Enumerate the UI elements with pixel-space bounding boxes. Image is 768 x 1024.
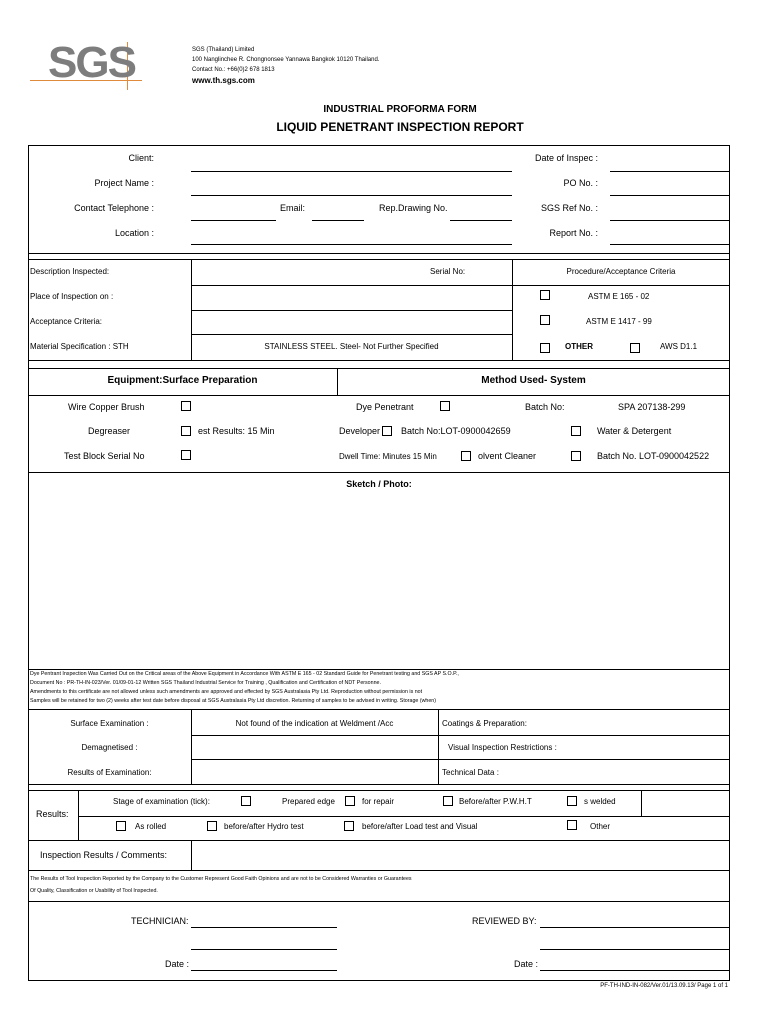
sgs-ref-label: SGS Ref No. : xyxy=(540,203,598,213)
divider xyxy=(28,259,730,260)
degreaser-label: Degreaser xyxy=(88,426,131,436)
astm-165-label: ASTM E 165 - 02 xyxy=(588,292,650,301)
coatings-label: Coatings & Preparation: xyxy=(442,719,527,728)
company-name: SGS (Thailand) Limited xyxy=(192,47,255,53)
results-label: Results: xyxy=(36,809,69,819)
solvent-batch-checkbox[interactable] xyxy=(571,451,581,461)
company-contact: Contact No.: +66(0)2 678 1813 xyxy=(192,67,275,73)
contact-telephone-label: Contact Telephone : xyxy=(74,203,154,213)
comments-label: Inspection Results / Comments: xyxy=(40,850,168,860)
email-label: Email: xyxy=(280,203,306,213)
test-results-label: est Results: 15 Min xyxy=(198,426,275,436)
client-field[interactable] xyxy=(191,171,512,172)
rep-drawing-label: Rep.Drawing No. xyxy=(379,203,448,213)
technician-signature-field[interactable] xyxy=(191,927,337,928)
water-detergent-label: Water & Detergent xyxy=(597,426,672,436)
comments-field[interactable] xyxy=(192,841,729,869)
date-of-inspection-label: Date of Inspec : xyxy=(534,153,598,163)
material-specification-label: Material Specification : STH xyxy=(30,342,129,351)
company-website: www.th.sgs.com xyxy=(192,76,255,85)
surface-examination-label: Surface Examination : xyxy=(70,719,149,728)
po-no-field[interactable] xyxy=(610,195,730,196)
project-name-label: Project Name : xyxy=(94,178,154,188)
page-reference: PF-TH-IND-IN-082/Ver.01/13.09.13/ Page 1 of 1 xyxy=(600,983,728,989)
serial-no-label: Serial No: xyxy=(430,267,466,276)
report-title: LIQUID PENETRANT INSPECTION REPORT xyxy=(276,120,524,134)
material-value: STAINLESS STEEL. Steel- Not Further Specified xyxy=(264,342,439,351)
stage-checkbox[interactable] xyxy=(241,796,251,806)
demagnetised-label: Demagnetised : xyxy=(81,743,138,752)
dwell-time-label: Dwell Time: Minutes 15 Min xyxy=(339,452,437,461)
other-label: OTHER xyxy=(565,342,593,351)
other-result-checkbox[interactable] xyxy=(567,820,577,830)
solvent-cleaner-checkbox[interactable] xyxy=(461,451,471,461)
disclaimer-line-2: Of Quality, Classification or Usability of Tool Inspected. xyxy=(30,888,158,894)
astm-1417-checkbox[interactable] xyxy=(540,315,550,325)
astm-165-checkbox[interactable] xyxy=(540,290,550,300)
surface-examination-value: Not found of the indication at Weldment /Acc xyxy=(235,719,394,728)
report-no-label: Report No. : xyxy=(549,228,598,238)
wire-brush-checkbox[interactable] xyxy=(181,401,191,411)
rep-drawing-field[interactable] xyxy=(450,220,512,221)
aws-label: AWS D1.1 xyxy=(660,342,698,351)
procedure-header: Procedure/Acceptance Criteria xyxy=(566,267,676,276)
description-inspected-label: Description Inspected: xyxy=(30,267,110,276)
project-name-field[interactable] xyxy=(191,195,512,196)
technician-date-field[interactable] xyxy=(191,970,337,971)
reviewer-date-label: Date : xyxy=(514,959,539,969)
visual-restrictions-label: Visual Inspection Restrictions : xyxy=(448,743,557,752)
hydro-test-checkbox[interactable] xyxy=(207,821,217,831)
batch-no-value: SPA 207138-299 xyxy=(618,402,686,412)
pwht-label: Before/after P.W.H.T xyxy=(459,797,532,806)
disclaimer-line-1: The Results of Tool Inspection Reported by the Company to the Customer Represent Good Faith Opinions and are not to be Considered Warranties or Guarantees xyxy=(30,876,412,882)
sgs-logo xyxy=(30,38,150,90)
place-of-inspection-label: Place of Inspection on : xyxy=(30,292,114,301)
telephone-field[interactable] xyxy=(191,220,276,221)
other-result-label: Other xyxy=(590,822,611,831)
form-title: INDUSTRIAL PROFORMA FORM xyxy=(323,104,477,115)
location-field[interactable] xyxy=(191,244,512,245)
developer-batch: Batch No:LOT-0900042659 xyxy=(401,426,511,436)
developer-label: Developer xyxy=(339,426,381,436)
prepared-edge-label: Prepared edge xyxy=(282,797,335,806)
po-no-label: PO No. : xyxy=(563,178,598,188)
note-line-2: Document No : PR-TH-IN-023/Ver. 01/09-01-12 Written SGS Thailand Industrial Service for Training , Qualification and Certification of NDT Personne. xyxy=(30,680,381,686)
reviewed-by-label: REVIEWED BY: xyxy=(472,916,537,926)
prepared-edge-checkbox[interactable] xyxy=(345,796,355,806)
sketch-area[interactable] xyxy=(28,492,730,668)
aws-checkbox[interactable] xyxy=(630,343,640,353)
technical-data-label: Technical Data : xyxy=(442,768,499,777)
sgs-ref-field[interactable] xyxy=(610,220,730,221)
test-block-checkbox[interactable] xyxy=(181,450,191,460)
stage-label: Stage of examination (tick): xyxy=(113,797,210,806)
welded-label: s welded xyxy=(584,797,616,806)
reviewer-name-field[interactable] xyxy=(540,949,730,950)
test-block-label: Test Block Serial No xyxy=(64,451,145,461)
as-rolled-label: As rolled xyxy=(135,822,167,831)
location-label: Location : xyxy=(114,228,154,238)
company-address: 100 Nanglinchee R. Chongnonsee Yannawa Bangkok 10120 Thailand. xyxy=(192,57,380,63)
batch-no-label: Batch No: xyxy=(525,402,565,412)
other-checkbox[interactable] xyxy=(540,343,550,353)
client-label: Client: xyxy=(128,153,154,163)
technician-name-field[interactable] xyxy=(191,949,337,950)
note-line-3: Amendments to this certificate are not allowed unless such amendments are approved and effected by SGS Australasia Pty Ltd. Reproduction without permission is not xyxy=(30,689,423,695)
water-detergent-checkbox[interactable] xyxy=(571,426,581,436)
solvent-batch: Batch No. LOT-0900042522 xyxy=(597,451,710,461)
load-test-checkbox[interactable] xyxy=(344,821,354,831)
solvent-cleaner-label: olvent Cleaner xyxy=(478,451,537,461)
acceptance-criteria-label: Acceptance Criteria: xyxy=(30,317,103,326)
date-of-inspection-field[interactable] xyxy=(610,171,730,172)
note-line-4: Samples will be retained for two (2) weeks after test date before disposal at SGS Australasia Pty Ltd discretion. Returning of samples to be advised in writing. Storage (when) xyxy=(30,698,437,704)
divider xyxy=(28,253,730,254)
sketch-label: Sketch / Photo: xyxy=(346,479,412,489)
technician-date-label: Date : xyxy=(165,959,190,969)
equipment-header: Equipment:Surface Preparation xyxy=(107,375,258,386)
report-no-field[interactable] xyxy=(610,244,730,245)
pwht-checkbox[interactable] xyxy=(443,796,453,806)
degreaser-checkbox[interactable] xyxy=(181,426,191,436)
reviewer-signature-field[interactable] xyxy=(540,927,730,928)
astm-1417-label: ASTM E 1417 - 99 xyxy=(586,317,652,326)
email-field[interactable] xyxy=(312,220,364,221)
load-test-label: before/after Load test and Visual xyxy=(362,822,478,831)
hydro-test-label: before/after Hydro test xyxy=(224,822,304,831)
for-repair-label: for repair xyxy=(362,797,395,806)
as-rolled-checkbox[interactable] xyxy=(116,821,126,831)
wire-brush-label: Wire Copper Brush xyxy=(68,402,145,412)
note-line-1: Dye Pentrant Inspection Was Carried Out on the Critical areas of the Above Equipment in Accordance With ASTM E 165 - 02 Standard Guide for Penetrant testing and SGS AP S.O.P., xyxy=(30,671,459,677)
dye-penetrant-checkbox[interactable] xyxy=(440,401,450,411)
results-of-examination-label: Results of Examination: xyxy=(67,768,152,777)
technician-label: TECHNICIAN: xyxy=(131,916,189,926)
developer-checkbox[interactable] xyxy=(382,426,392,436)
welded-checkbox[interactable] xyxy=(567,796,577,806)
logo-text: SGS xyxy=(48,38,135,87)
method-header: Method Used- System xyxy=(481,375,586,386)
reviewer-date-field[interactable] xyxy=(540,970,730,971)
dye-penetrant-label: Dye Penetrant xyxy=(356,402,414,412)
